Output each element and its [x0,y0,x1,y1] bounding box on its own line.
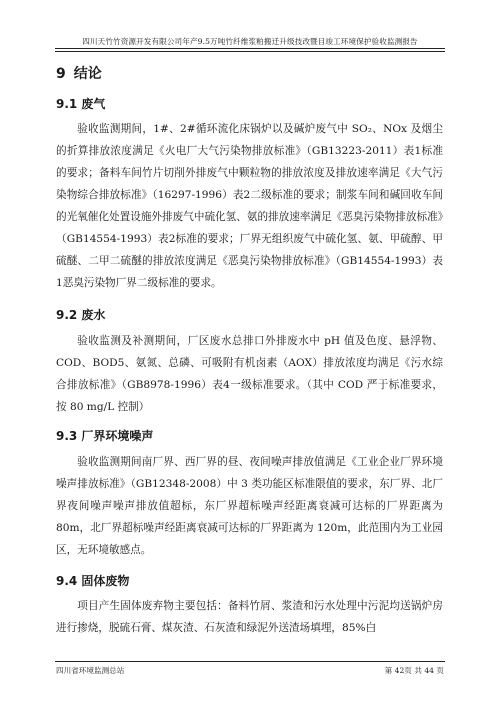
section-heading-exhaust-gas: 9.1 废气 [56,97,106,111]
header-rule [55,48,445,49]
section-paragraph-exhaust-gas: 验收监测期间，1#、2#循环流化床锅炉以及碱炉废气中 SO₂、NOx 及烟尘的折算排放浓度满足《火电厂大气污染物排放标准》（GB13223-2011）表1标准的要求；备料车间竹片切削外排废气中颗粒物的排放浓度及排放速率满足《大气污染物综合排放标准》（16297-1996）表2二级标准的要求；制浆车间和碱回收车间的光氧催化处置设施外排废气中硫化氢、氨的排放速率满足《恶臭污染物排放标准》（GB14554-1993）表2标准的要求；厂界无组织废气中硫化氢、氨、甲硫醇、甲硫醚、二甲二硫醚的排放浓度满足《恶臭污染物排放标准》（GB14554-1993）表1恶臭污染物厂界二级标准的要求。 [56,123,443,289]
page-number: 第 42页 共 44 页 [384,666,444,675]
section-heading-noise: 9.3 厂界环境噪声 [56,429,154,443]
footer-organization: 四川省环境监测总站 [56,666,125,675]
chapter-title: 结论 [73,66,102,82]
section-paragraph-noise: 验收监测期间南厂界、西厂界的昼、夜间噪声排放值满足《工业企业厂界环境噪声排放标准》（GB12348-2008）中 3 类功能区标准限值的要求，东厂界、北厂界夜间噪声噪声排放值超标，东厂界超标噪声经距离衰减可达标的厂界距离为 80m，北厂界超标噪声经距离衰减可达标的厂界距离为 120m，此范围内为工业园区，无环境敏感点。 [56,456,443,556]
section-paragraph-solid-waste: 项目产生固体废弃物主要包括：备料竹屑、浆渣和污水处理中污泥均送锅炉房进行掺烧，脱硫石膏、煤灰渣、石灰渣和绿泥外送渣场填埋，85%白 [56,600,443,634]
footer-rule [55,661,445,662]
section-heading-solid-waste: 9.4 固体废物 [56,574,130,588]
section-paragraph-wastewater: 验收监测及补测期间，厂区废水总排口外排废水中 pH 值及色度、悬浮物、COD、BOD5、氨氮、总磷、可吸附有机卤素（AOX）排放浓度均满足《污水综合排放标准》（GB8978-1996）表4一级标准要求。（其中 COD 严于标准要求，按 80 mg/L 控制） [56,335,443,413]
header-rule-thin [55,51,445,52]
chapter-number: 9 [56,66,66,82]
section-heading-wastewater: 9.2 废水 [56,308,106,322]
chapter-heading [56,63,102,83]
running-header: 四川天竹竹资源开发有限公司年产9.5万吨竹纤维浆粕搬迁升级技改暨目竣工环境保护验收监测报告 [82,37,418,46]
